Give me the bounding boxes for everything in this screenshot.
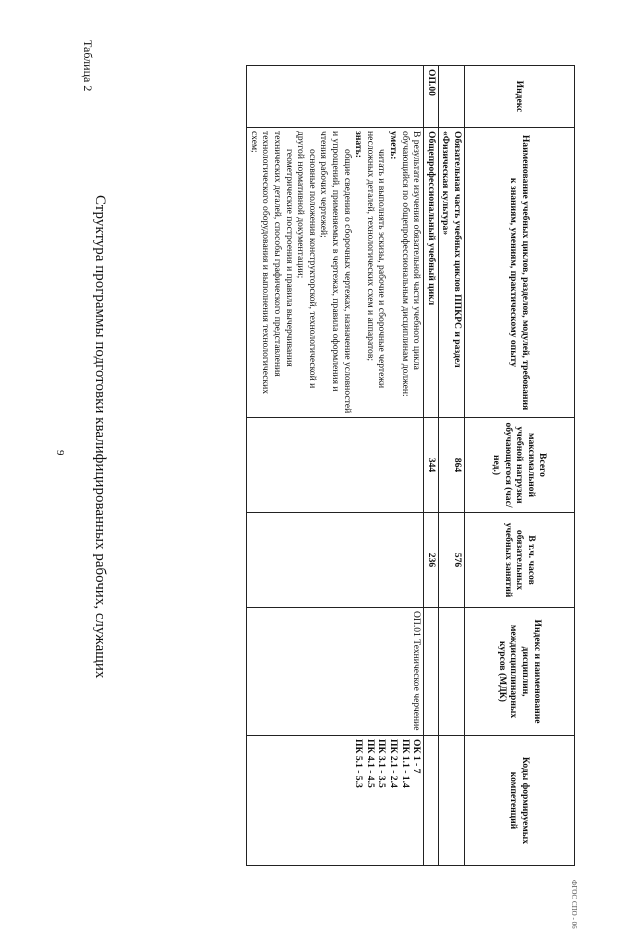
discipline-name: ОП.01 Техническое черчение bbox=[247, 608, 424, 736]
header-codes: Коды формируемых компетенций bbox=[465, 736, 575, 866]
umet-label: уметь: bbox=[388, 131, 400, 160]
structure-table-wrap bbox=[175, 65, 575, 865]
competency-code: ПК 4.1 - 4.5 bbox=[364, 739, 376, 788]
requirements-intro: В результате изучения обязательной части учебного цикла обучающийся по общепрофессиональным дисциплинам должен: bbox=[399, 131, 423, 397]
competency-code: ПК 3.1 - 3.5 bbox=[376, 739, 388, 788]
header-total: Всего максимальной учебной нагрузки обучающегося (час/нед.) bbox=[465, 418, 575, 513]
umet-text: читать и выполнять эскизы, рабочие и сборочные чертежи несложных деталей, технологических схем и аппаратов; bbox=[364, 131, 388, 389]
footer-code: ФГОС СПО - 06 bbox=[570, 880, 578, 929]
table-row bbox=[424, 66, 439, 866]
header-name: Наименование учебных циклов, разделов, модулей, требования к знаниям, умениям, практическому опыту bbox=[465, 128, 575, 418]
competency-codes bbox=[247, 736, 424, 866]
znat-label: знать: bbox=[353, 131, 365, 158]
row-mandatory-part-hours: 576 bbox=[438, 513, 464, 608]
row-op-index: ОП.00 bbox=[424, 66, 439, 128]
znat-item-3: геометрические построения и правила вычерчивания технических деталей, способы графического представления технологического оборудования и выполнения технологических схем; bbox=[248, 131, 295, 395]
header-index: Индекс bbox=[465, 66, 575, 128]
table-label: Таблица 2 bbox=[81, 40, 95, 92]
rotated-document-page bbox=[125, 65, 575, 865]
row-op-name: Общепрофессиональный учебный цикл bbox=[424, 128, 439, 418]
table-row bbox=[438, 66, 464, 866]
competency-code: ПК 1.1 - 1.4 bbox=[399, 739, 411, 788]
document-title: Структура программы подготовки квалифицированных рабочих, служащих bbox=[92, 195, 108, 679]
competency-code: ПК 2.1 - 2.4 bbox=[388, 739, 400, 788]
table-header-row bbox=[465, 66, 575, 866]
competency-code: ПК 5.1 - 5.3 bbox=[353, 739, 365, 788]
row-mandatory-part-total: 864 bbox=[438, 418, 464, 513]
row-op-hours: 236 bbox=[424, 513, 439, 608]
znat-item-1: общие сведения о сборочных чертежах, назначение условностей и упрощений, применяемых в чертежах, правила оформления и чтения рабочих чертежей; bbox=[318, 131, 353, 414]
competency-code: ОК 1 - 7 bbox=[411, 739, 423, 774]
page-number: 9 bbox=[54, 450, 66, 456]
row-requirements bbox=[247, 128, 424, 418]
table-row bbox=[247, 66, 424, 866]
znat-item-2: основные положения конструкторской, технологической и другой нормативной документации; bbox=[295, 131, 318, 389]
header-mandatory: В т.ч. часов обязательных учебных занятий bbox=[465, 513, 575, 608]
row-op-total: 344 bbox=[424, 418, 439, 513]
row-mandatory-part-name: Обязательная часть учебных циклов ППКРС и раздел «Физическая культура» bbox=[438, 128, 464, 418]
header-discipline: Индекс и наименование дисциплин, междисциплинарных курсов (МДК) bbox=[465, 608, 575, 736]
structure-table bbox=[246, 65, 575, 866]
